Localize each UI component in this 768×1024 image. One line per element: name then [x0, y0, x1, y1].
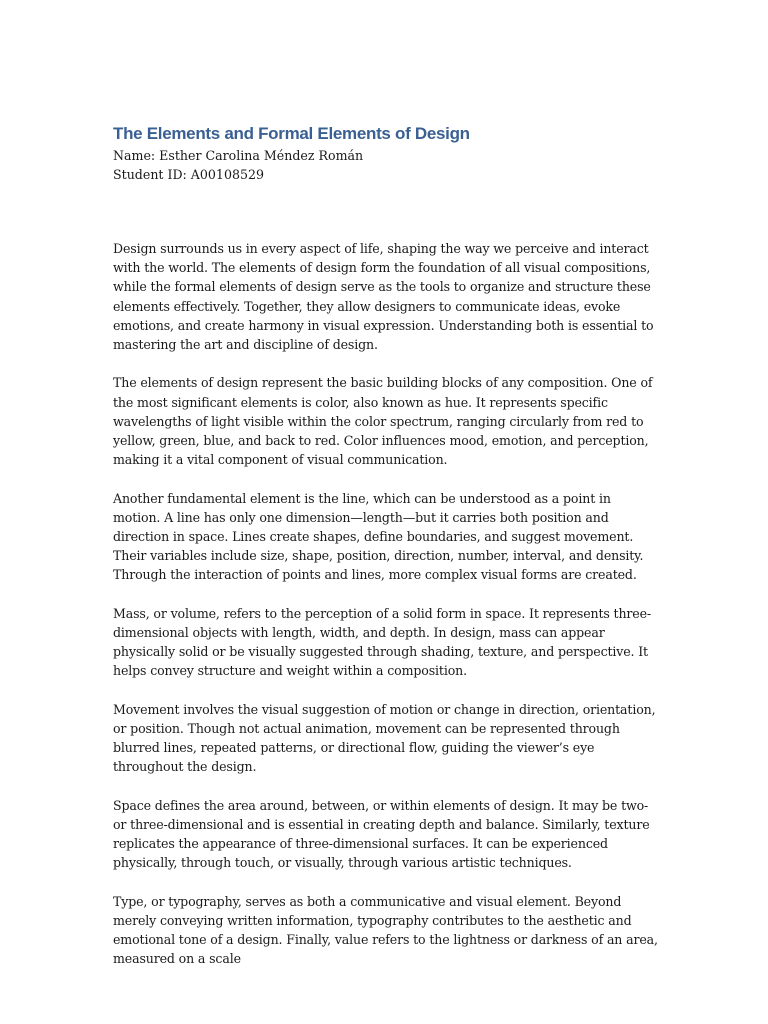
- document-title: The Elements and Formal Elements of Design: [113, 124, 470, 143]
- student-id: Student ID: A00108529: [113, 167, 265, 182]
- paragraph-line: Another fundamental element is the line, which can be understood as a point in motion. A line has only one dimension—length—but it carries both position and direction in space. Lines create shapes, define boundaries, and suggest movement. Their variables include size, shape, position, direction, number, interval, and density. Through the interaction of points and lines, more complex visual forms are created.: [113, 490, 644, 583]
- document-page: [113, 122, 658, 988]
- paragraph-type-value: Type, or typography, serves as both a communicative and visual element. Beyond merely conveying written information, typography contributes to the aesthetic and emotional tone of a design. Finally, value refers to the lightness or darkness of an area, measured on a scale: [113, 893, 658, 967]
- author-name: Name: Esther Carolina Méndez Román: [113, 148, 364, 163]
- paragraph-movement: Movement involves the visual suggestion of motion or change in direction, orientation, or position. Though not actual animation, movement can be represented through blurred lines, repeated patterns, or directional flow, guiding the viewer’s eye throughout the design.: [113, 701, 656, 775]
- paragraph-color: The elements of design represent the basic building blocks of any composition. One of the most significant elements is color, also known as hue. It represents specific wavelengths of light visible within the color spectrum, ranging circularly from red to yellow, green, blue, and back to red. Color influences mood, emotion, and perception, making it a vital component of visual communication.: [113, 375, 653, 468]
- paragraph-intro: Design surrounds us in every aspect of life, shaping the way we perceive and interact with the world. The elements of design form the foundation of all visual compositions, while the formal elements of design serve as the tools to organize and structure these elements effectively. Together, they allow designers to communicate ideas, evoke emotions, and create harmony in visual expression. Understanding both is essential to mastering the art and discipline of design.: [113, 241, 654, 353]
- paragraph-space-texture: Space defines the area around, between, or within elements of design. It may be two- or three-dimensional and is essential in creating depth and balance. Similarly, texture replicates the appearance of three-dimensional surfaces. It can be experienced physically, through touch, or visually, through various artistic techniques.: [113, 797, 650, 871]
- paragraph-mass: Mass, or volume, refers to the perception of a solid form in space. It represents three-dimensional objects with length, width, and depth. In design, mass can appear physically solid or be visually suggested through shading, texture, and perspective. It helps convey structure and weight within a composition.: [113, 605, 651, 679]
- document-body: [113, 239, 658, 969]
